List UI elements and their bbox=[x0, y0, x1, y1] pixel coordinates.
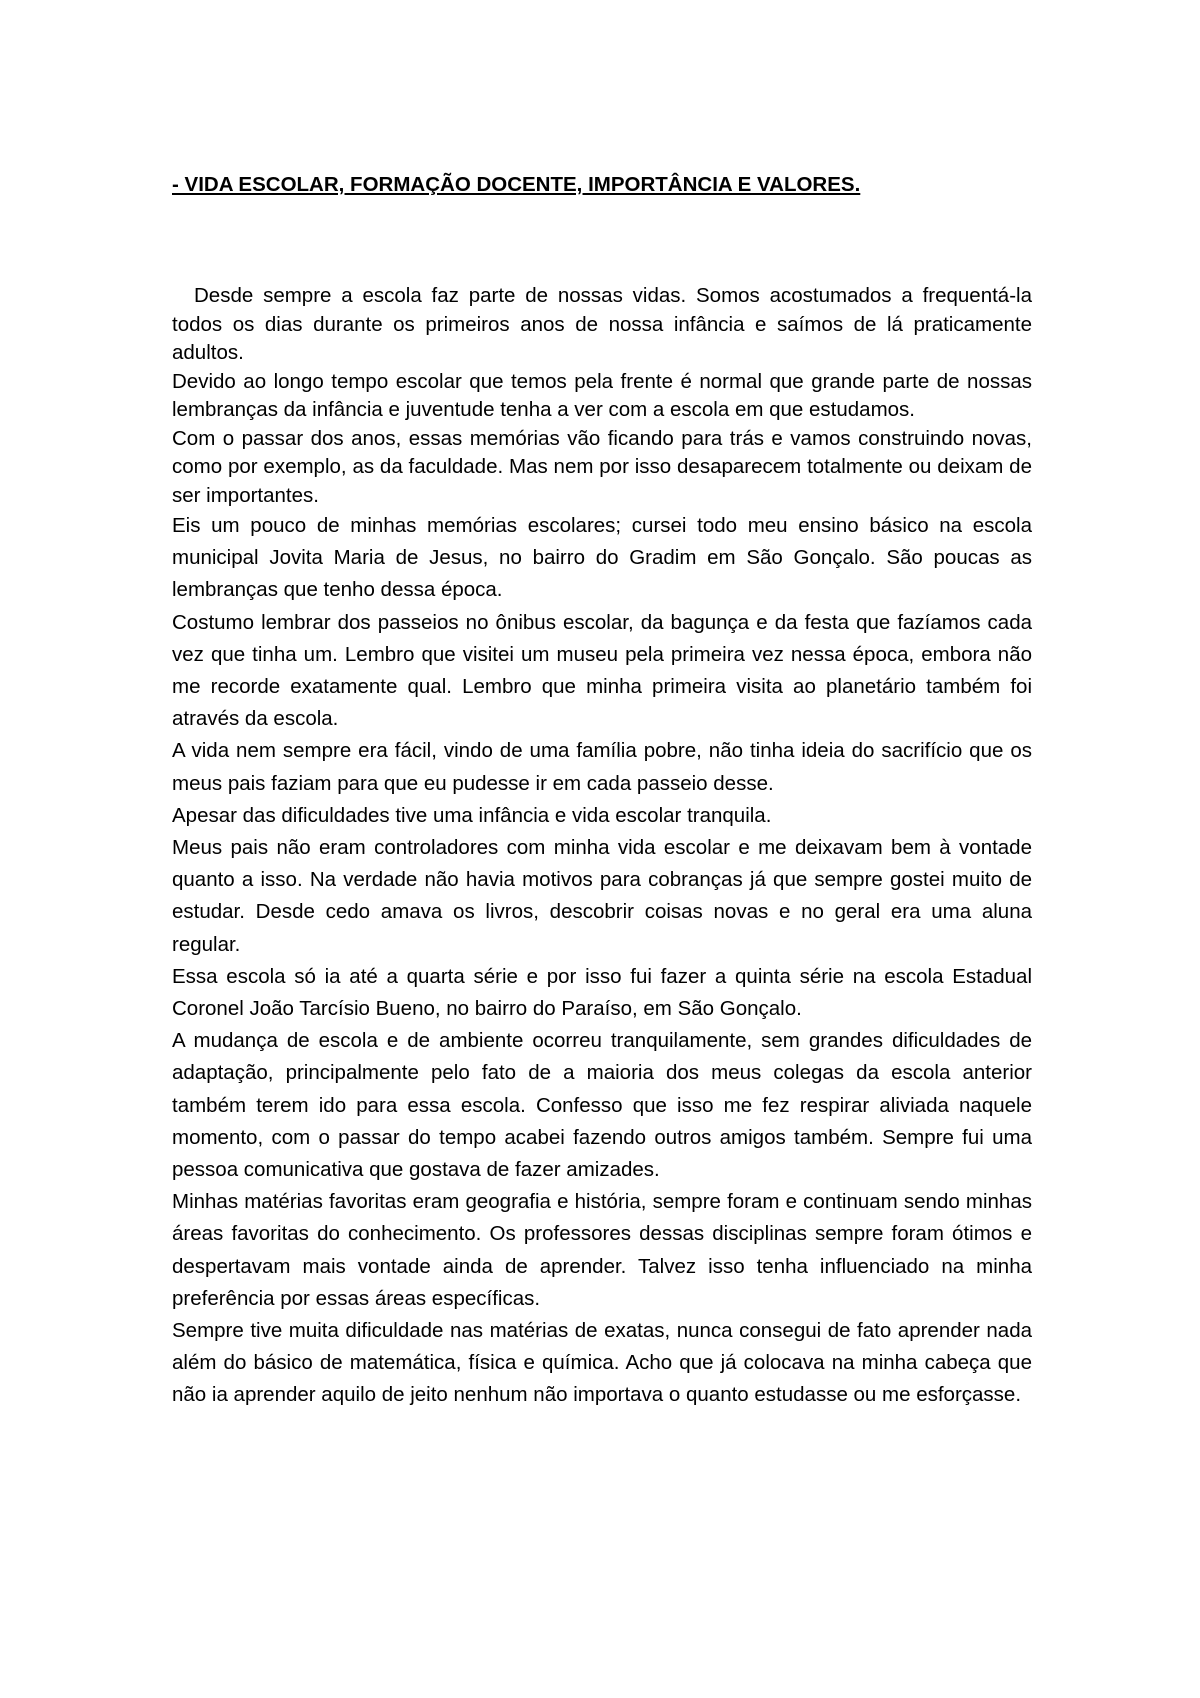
document-title: - VIDA ESCOLAR, FORMAÇÃO DOCENTE, IMPORTÂNCIA E VALORES. bbox=[172, 173, 861, 196]
paragraph: Desde sempre a escola faz parte de nossas vidas. Somos acostumados a frequentá-la todos os dias durante os primeiros anos de nossa infância e saímos de lá praticamente adultos. bbox=[172, 284, 1032, 364]
paragraph: A mudança de escola e de ambiente ocorreu tranquilamente, sem grandes dificuldades de adaptação, principalmente pelo fato de a maioria dos meus colegas da escola anterior também terem ido para essa escola. Confesso que isso me fez respirar aliviada naquele momento, com o passar do tempo acabei fazendo outros amigos também. Sempre fui uma pessoa comunicativa que gostava de fazer amizades. bbox=[172, 1029, 1032, 1182]
paragraph: Devido ao longo tempo escolar que temos pela frente é normal que grande parte de nossas lembranças da infância e juventude tenha a ver com a escola em que estudamos. bbox=[172, 369, 1032, 421]
paragraph: Meus pais não eram controladores com minha vida escolar e me deixavam bem à vontade quanto a isso. Na verdade não havia motivos para cobranças já que sempre gostei muito de estudar. Desde cedo amava os livros, descobrir coisas novas e no geral era uma aluna regular. bbox=[172, 836, 1032, 956]
paragraph: A vida nem sempre era fácil, vindo de uma família pobre, não tinha ideia do sacrifício que os meus pais faziam para que eu pudesse ir em cada passeio desse. bbox=[172, 739, 1032, 795]
paragraph: Minhas matérias favoritas eram geografia e história, sempre foram e continuam sendo minhas áreas favoritas do conhecimento. Os professores dessas disciplinas sempre foram ótimos e despertavam mais vontade ainda de aprender. Talvez isso tenha influenciado na minha preferência por essas áreas específicas. bbox=[172, 1190, 1032, 1310]
paragraph: Apesar das dificuldades tive uma infância e vida escolar tranquila. bbox=[172, 803, 772, 827]
paragraph: Com o passar dos anos, essas memórias vão ficando para trás e vamos construindo novas, como por exemplo, as da faculdade. Mas nem por isso desaparecem totalmente ou deixam de ser importantes. bbox=[172, 426, 1032, 507]
paragraph: Sempre tive muita dificuldade nas matérias de exatas, nunca consegui de fato aprender nada além do básico de matemática, física e química. Acho que já colocava na minha cabeça que não ia aprender aquilo de jeito nenhum não importava o quanto estudasse ou me esforçasse. bbox=[172, 1319, 1032, 1407]
paragraph: Eis um pouco de minhas memórias escolares; cursei todo meu ensino básico na escola municipal Jovita Maria de Jesus, no bairro do Gradim em São Gonçalo. São poucas as lembranças que tenho dessa época. bbox=[172, 514, 1032, 602]
document-body bbox=[172, 282, 1032, 1412]
paragraph: Costumo lembrar dos passeios no ônibus escolar, da bagunça e da festa que fazíamos cada vez que tinha um. Lembro que visitei um museu pela primeira vez nessa época, embora não me recorde exatamente qual. Lembro que minha primeira visita ao planetário também foi através da escola. bbox=[172, 610, 1032, 731]
paragraph: Essa escola só ia até a quarta série e por isso fui fazer a quinta série na escola Estadual Coronel João Tarcísio Bueno, no bairro do Paraíso, em São Gonçalo. bbox=[172, 964, 1032, 1021]
